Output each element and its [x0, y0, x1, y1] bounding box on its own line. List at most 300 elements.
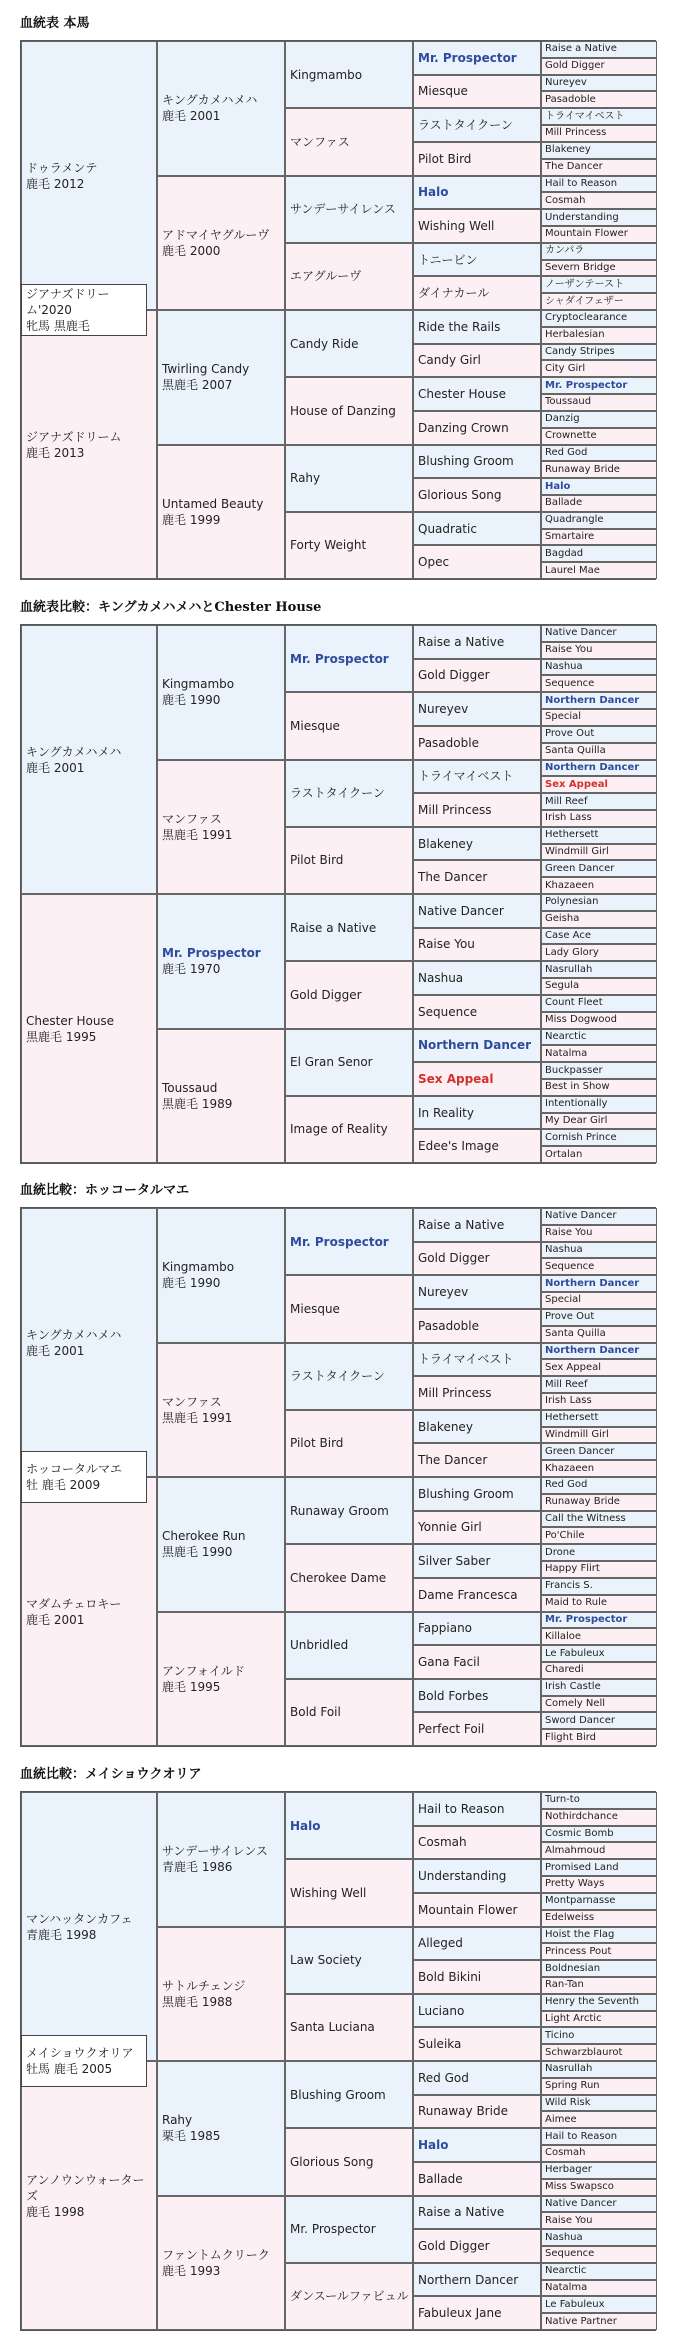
text: Red God [418, 2070, 469, 2085]
gen5-cell [541, 461, 657, 478]
text: Fabuleux Jane [418, 2306, 502, 2321]
gen4-cell [413, 75, 541, 109]
text: Image of Reality [290, 1122, 388, 1137]
text: Sequence [545, 1260, 595, 1272]
gen2-cell [157, 41, 285, 176]
gen5-cell [541, 1628, 657, 1645]
text: Segula [545, 980, 580, 992]
gen2-cell [157, 1477, 285, 1612]
gen5-cell [541, 1679, 657, 1696]
text: マンファス [290, 134, 350, 149]
gen4-cell [413, 1129, 541, 1163]
text: Smartaire [545, 530, 595, 542]
text: ノーザンテースト [545, 278, 624, 290]
text: トライマイベスト [418, 769, 514, 784]
gen5-cell [541, 877, 657, 894]
gen3-cell [285, 1096, 413, 1163]
gen5-cell [541, 1527, 657, 1544]
gen2-cell [157, 1343, 285, 1478]
text: Sword Dancer [545, 1714, 616, 1726]
sire-cell [21, 1792, 157, 2061]
gen5-cell [541, 1511, 657, 1528]
gen5-cell [541, 1275, 657, 1292]
text: Almahmoud [545, 1844, 606, 1856]
gen3-cell [285, 760, 413, 827]
text: 鹿毛 1998 [26, 2204, 85, 2219]
gen4-cell [413, 928, 541, 962]
gen5-cell [541, 2078, 657, 2095]
text: Pasadoble [545, 93, 596, 105]
text: Runaway Bride [418, 2104, 508, 2119]
gen3-cell [285, 445, 413, 512]
gen5-cell [541, 495, 657, 512]
gen3-cell [285, 894, 413, 961]
text: Sex Appeal [545, 778, 608, 790]
text: Raise You [545, 2214, 593, 2226]
gen4-cell [413, 2061, 541, 2095]
text: Ride the Rails [418, 319, 501, 334]
text: Special [545, 711, 582, 723]
gen4-cell [413, 860, 541, 894]
text: Raise a Native [290, 920, 377, 935]
gen2-cell [157, 1927, 285, 2062]
text: 青鹿毛 1998 [26, 1927, 97, 1942]
gen4-cell [413, 1309, 541, 1343]
text: Halo [418, 2138, 449, 2153]
text: Forty Weight [290, 538, 367, 553]
text: トライマイベスト [418, 1352, 514, 1367]
text: 鹿毛 1999 [162, 512, 221, 527]
text: マンファス [162, 1394, 222, 1409]
gen5-cell [541, 1876, 657, 1893]
text: Kingmambo [162, 677, 235, 692]
text: Santa Quilla [545, 1328, 606, 1340]
gen3-cell [285, 108, 413, 175]
text: Miss Swapsco [545, 2181, 614, 2193]
gen5-cell [541, 209, 657, 226]
gen3-cell [285, 1859, 413, 1926]
text: Quadrangle [545, 514, 604, 526]
text: ダイナカール [418, 286, 490, 301]
text: Ticino [545, 2029, 575, 2041]
text: Wild Risk [545, 2097, 591, 2109]
text: Mr. Prospector [545, 379, 628, 391]
gen3-cell [285, 625, 413, 692]
gen5-cell [541, 894, 657, 911]
text: Mr. Prospector [290, 651, 389, 666]
gen5-cell [541, 2263, 657, 2280]
text: Po'Chile [545, 1529, 585, 1541]
text: Prove Out [545, 1311, 595, 1323]
gen4-cell [413, 692, 541, 726]
gen5-cell [541, 176, 657, 193]
text: Raise You [418, 937, 475, 952]
text: Understanding [418, 1869, 507, 1884]
gen5-cell [541, 58, 657, 75]
text: Boldnesian [545, 1962, 601, 1974]
text: Toussaud [545, 396, 592, 408]
gen5-cell [541, 1842, 657, 1859]
text: Native Dancer [545, 2197, 617, 2209]
text: Special [545, 1294, 582, 1306]
text: Runaway Bride [545, 1496, 620, 1508]
gen5-cell [541, 293, 657, 310]
text: Pilot Bird [290, 853, 344, 868]
gen5-cell [541, 1208, 657, 1225]
gen4-cell [413, 1893, 541, 1927]
gen5-cell [541, 1612, 657, 1629]
text: Khazaeen [545, 1462, 595, 1474]
pedigree-table [20, 1791, 656, 2331]
gen5-cell [541, 2280, 657, 2297]
section-title: 血統比較：ホッコータルマエ [20, 1183, 190, 1198]
text: Mountain Flower [545, 228, 628, 240]
text: Bold Bikini [418, 1969, 482, 1984]
subject-horse-cell [21, 1451, 147, 1503]
text: Khazaeen [545, 879, 595, 891]
text: Raise You [545, 1227, 593, 1239]
text: Pilot Bird [290, 1436, 344, 1451]
gen3-cell [285, 1275, 413, 1342]
gen5-cell [541, 1729, 657, 1746]
gen4-cell [413, 1029, 541, 1063]
text: マンハッタンカフェ [26, 1911, 133, 1926]
text: Happy Flirt [545, 1563, 600, 1575]
text: Halo [290, 1818, 321, 1833]
gen5-cell [541, 1910, 657, 1927]
text: Hoist the Flag [545, 1928, 615, 1940]
gen4-cell [413, 1994, 541, 2028]
gen4-cell [413, 2128, 541, 2162]
text: Blakeney [418, 836, 473, 851]
text: 牡馬 鹿毛 2005 [26, 2062, 113, 2076]
gen5-cell [541, 1696, 657, 1713]
text: The Dancer [545, 161, 603, 173]
gen4-cell [413, 243, 541, 277]
gen5-cell [541, 1494, 657, 1511]
gen5-cell [541, 1712, 657, 1729]
text: Drone [545, 1546, 576, 1558]
gen2-cell [157, 310, 285, 445]
gen5-cell [541, 1477, 657, 1494]
text: Cosmic Bomb [545, 1828, 614, 1840]
text: サンデーサイレンス [290, 202, 396, 217]
gen5-cell [541, 91, 657, 108]
gen5-cell [541, 1012, 657, 1029]
text: Northern Dancer [418, 1038, 532, 1053]
text: Ortalan [545, 1148, 583, 1160]
gen5-cell [541, 1062, 657, 1079]
gen5-cell [541, 545, 657, 562]
text: ラストタイクーン [290, 1369, 385, 1384]
text: トライマイベスト [545, 110, 625, 122]
text: Gold Digger [290, 987, 362, 1002]
gen4-cell [413, 1477, 541, 1511]
text: Dame Francesca [418, 1587, 518, 1602]
text: 鹿毛 2012 [26, 176, 85, 191]
text: In Reality [418, 1105, 474, 1120]
gen5-cell [541, 142, 657, 159]
gen5-cell [541, 394, 657, 411]
gen5-cell [541, 310, 657, 327]
gen3-cell [285, 2196, 413, 2263]
text: Opec [418, 555, 450, 570]
text: Ballade [545, 497, 583, 509]
text: Schwarzblaurot [545, 2046, 623, 2058]
text: Irish Castle [545, 1681, 601, 1693]
text: Case Ace [545, 930, 591, 942]
gen5-cell [541, 411, 657, 428]
text: Kingmambo [162, 1260, 235, 1275]
gen4-cell [413, 2095, 541, 2129]
gen5-cell [541, 1393, 657, 1410]
text: Santa Quilla [545, 745, 606, 757]
text: Herbalesian [545, 329, 605, 341]
text: 黒鹿毛 1991 [162, 1410, 233, 1425]
text: Charedi [545, 1664, 584, 1676]
text: Nashua [545, 661, 583, 673]
gen2-cell [157, 2061, 285, 2196]
text: Cryptoclearance [545, 312, 628, 324]
text: Mill Reef [545, 795, 588, 807]
gen5-cell [541, 2145, 657, 2162]
gen3-cell [285, 377, 413, 444]
text: Red God [545, 446, 588, 458]
gen4-cell [413, 478, 541, 512]
text: Miesque [290, 718, 340, 733]
gen5-cell [541, 1544, 657, 1561]
gen5-cell [541, 1242, 657, 1259]
gen4-cell [413, 2229, 541, 2263]
gen3-cell [285, 1679, 413, 1746]
gen3-cell [285, 310, 413, 377]
gen5-cell [541, 1292, 657, 1309]
text: Ballade [418, 2171, 463, 2186]
text: 鹿毛 1993 [162, 2263, 221, 2278]
text: Ran-Tan [545, 1979, 584, 1991]
gen5-cell [541, 192, 657, 209]
gen5-cell [541, 793, 657, 810]
gen5-cell [541, 928, 657, 945]
gen5-cell [541, 1927, 657, 1944]
gen5-cell [541, 478, 657, 495]
text: Miss Dogwood [545, 1014, 617, 1026]
gen5-cell [541, 1129, 657, 1146]
text: Nureyev [545, 77, 587, 89]
text: サンデーサイレンス [162, 1844, 268, 1859]
gen4-cell [413, 1062, 541, 1096]
text: メイショウクオリア [26, 2046, 134, 2060]
text: 鹿毛 1990 [162, 1276, 221, 1291]
text: Danzing Crown [418, 420, 509, 435]
gen5-cell [541, 1893, 657, 1910]
text: Henry the Seventh [545, 1996, 639, 2008]
text: Northern Dancer [545, 694, 640, 706]
gen4-cell [413, 176, 541, 210]
text: Mr. Prospector [290, 2222, 376, 2237]
text: Mill Reef [545, 1378, 588, 1390]
text: Bold Foil [290, 1705, 341, 1720]
gen4-cell [413, 1578, 541, 1612]
text: 栗毛 1985 [162, 2129, 221, 2144]
gen4-cell [413, 827, 541, 861]
text: Sequence [418, 1004, 478, 1019]
text: Natalma [545, 1047, 588, 1059]
text: Blushing Groom [290, 2087, 386, 2102]
gen5-cell [541, 2229, 657, 2246]
text: Edelweiss [545, 1912, 595, 1924]
text: Alleged [418, 1936, 463, 1951]
gen4-cell [413, 1096, 541, 1130]
gen3-cell [285, 41, 413, 108]
text: Francis S. [545, 1580, 593, 1592]
gen3-cell [285, 2263, 413, 2330]
gen2-cell [157, 176, 285, 311]
text: Gold Digger [418, 668, 490, 683]
text: Raise You [545, 644, 593, 656]
text: 鹿毛 1970 [162, 962, 221, 977]
gen4-cell [413, 760, 541, 794]
gen5-cell [541, 2095, 657, 2112]
gen4-cell [413, 1927, 541, 1961]
gen4-cell [413, 961, 541, 995]
gen5-cell [541, 692, 657, 709]
text: Nureyev [418, 702, 469, 717]
text: Quadratic [418, 521, 477, 536]
gen5-cell [541, 226, 657, 243]
gen5-cell [541, 709, 657, 726]
gen5-cell [541, 529, 657, 546]
text: Pretty Ways [545, 1878, 605, 1890]
gen5-cell [541, 776, 657, 793]
text: Pilot Bird [418, 151, 472, 166]
gen5-cell [541, 659, 657, 676]
gen5-cell [541, 1460, 657, 1477]
text: Aimee [545, 2113, 577, 2125]
text: The Dancer [418, 1453, 488, 1468]
text: Cosmah [545, 194, 586, 206]
text: Montparnasse [545, 1895, 616, 1907]
gen4-cell [413, 1275, 541, 1309]
text: 鹿毛 2001 [26, 760, 85, 775]
text: キングカメハメハ [26, 1327, 122, 1342]
text: Mill Princess [545, 127, 607, 139]
gen5-cell [541, 260, 657, 277]
text: Light Arctic [545, 2012, 602, 2024]
text: Miesque [290, 1301, 340, 1316]
gen4-cell [413, 1960, 541, 1994]
text: Le Fabuleux [545, 2298, 605, 2310]
gen5-cell [541, 1826, 657, 1843]
gen5-cell [541, 1809, 657, 1826]
text: Nearctic [545, 1030, 587, 1042]
gen3-cell [285, 1792, 413, 1859]
gen4-cell [413, 1410, 541, 1444]
text: Irish Lass [545, 1395, 592, 1407]
text: ダンスールファビュル [290, 2289, 409, 2304]
gen2-cell [157, 760, 285, 895]
text: Hail to Reason [418, 1801, 505, 1816]
text: Pasadoble [418, 1318, 479, 1333]
text: Law Society [290, 1953, 362, 1968]
gen2-cell [157, 894, 285, 1029]
gen5-cell [541, 327, 657, 344]
gen3-cell [285, 2128, 413, 2195]
gen5-cell [541, 377, 657, 394]
gen3-cell [285, 1994, 413, 2061]
gen5-cell [541, 360, 657, 377]
text: Red God [545, 1479, 588, 1491]
text: Gold Digger [418, 1251, 490, 1266]
gen5-cell [541, 726, 657, 743]
gen5-cell [541, 642, 657, 659]
text: Edee's Image [418, 1139, 499, 1154]
gen4-cell [413, 1712, 541, 1746]
text: Sex Appeal [418, 1071, 494, 1086]
gen5-cell [541, 2313, 657, 2330]
text: Windmill Girl [545, 845, 609, 857]
text: 黒鹿毛 1989 [162, 1096, 233, 1111]
text: Toussaud [162, 1080, 218, 1095]
gen2-cell [157, 445, 285, 580]
gen5-cell [541, 944, 657, 961]
text: Call the Witness [545, 1513, 626, 1525]
gen5-cell [541, 961, 657, 978]
gen4-cell [413, 1859, 541, 1893]
gen4-cell [413, 1242, 541, 1276]
text: Runaway Groom [290, 1503, 389, 1518]
text: Blakeney [418, 1419, 473, 1434]
text: Sequence [545, 677, 595, 689]
subject-horse-cell [21, 284, 147, 336]
gen4-cell [413, 793, 541, 827]
text: アンノウンウォーターズ [26, 2172, 145, 2203]
gen3-cell [285, 1477, 413, 1544]
text: Bagdad [545, 547, 584, 559]
pedigree-table [20, 624, 656, 1164]
text: Northern Dancer [545, 1344, 640, 1356]
text: Halo [418, 185, 449, 200]
text: Miesque [418, 84, 468, 99]
gen3-cell [285, 2061, 413, 2128]
text: Irish Lass [545, 812, 592, 824]
gen5-cell [541, 512, 657, 529]
text: Princess Pout [545, 1945, 612, 1957]
text: Glorious Song [290, 2154, 374, 2169]
gen3-cell [285, 1544, 413, 1611]
gen4-cell [413, 276, 541, 310]
text: Raise a Native [418, 2205, 505, 2220]
gen5-cell [541, 1045, 657, 1062]
text: Wishing Well [418, 218, 495, 233]
gen5-cell [541, 1645, 657, 1662]
text: Kingmambo [290, 67, 363, 82]
gen4-cell [413, 108, 541, 142]
gen5-cell [541, 1943, 657, 1960]
gen5-cell [541, 1977, 657, 1994]
gen5-cell [541, 1343, 657, 1360]
gen5-cell [541, 243, 657, 260]
gen5-cell [541, 1225, 657, 1242]
gen5-cell [541, 2246, 657, 2263]
sire-cell [21, 41, 157, 310]
gen4-cell [413, 445, 541, 479]
text: 黒鹿毛 1988 [162, 1994, 233, 2009]
text: My Dear Girl [545, 1114, 608, 1126]
text: Rahy [162, 2113, 193, 2128]
gen5-cell [541, 1410, 657, 1427]
text: Twirling Candy [162, 362, 250, 377]
